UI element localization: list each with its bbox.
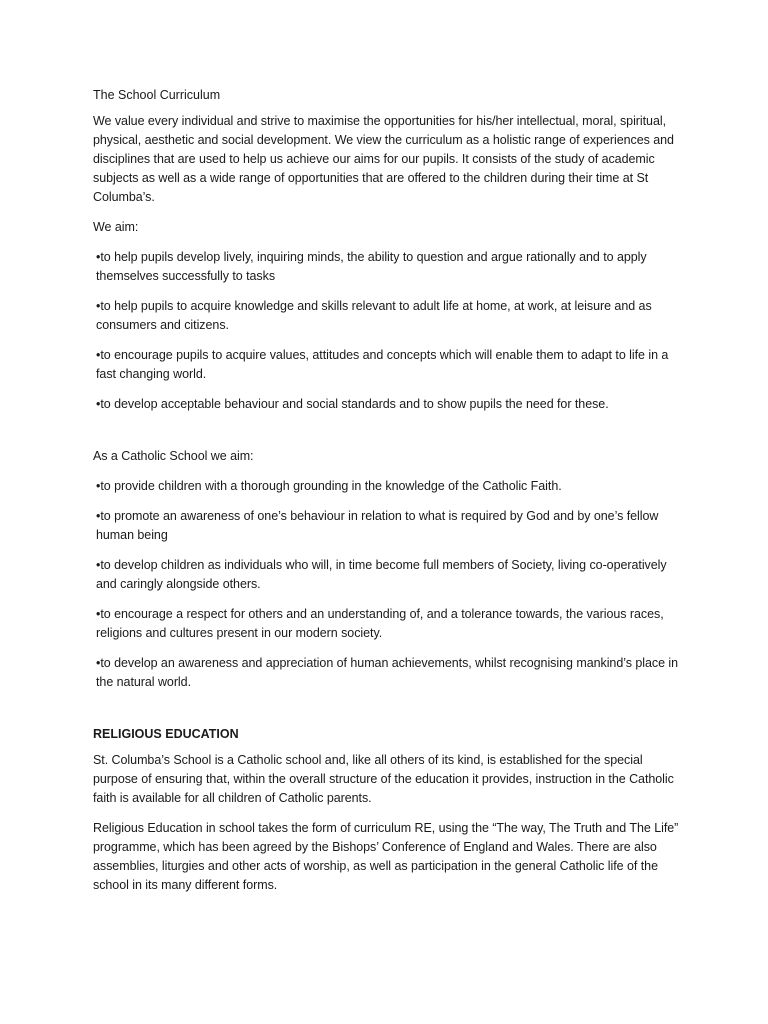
aim-item: •to develop acceptable behaviour and social standards and to show pupils the need for these.: [96, 397, 609, 411]
catholic-aim-item: •to provide children with a thorough grounding in the knowledge of the Catholic Faith.: [96, 479, 562, 493]
catholic-aim-item: •to promote an awareness of one’s behaviour in relation to what is required by God and by one’s fellow human being: [96, 509, 659, 542]
catholic-aim-item: •to develop children as individuals who will, in time become full members of Society, living co-operatively and caringly alongside others.: [96, 558, 667, 591]
aim-item: •to encourage pupils to acquire values, attitudes and concepts which will enable them to adapt to life in a fast changing world.: [96, 348, 669, 381]
re-paragraph: St. Columba’s School is a Catholic school and, like all others of its kind, is established for the special purpose of ensuring that, within the overall structure of the education it provides, instruction in the Catholic faith is available for all children of Catholic parents.: [93, 753, 674, 805]
section-spacer: [93, 425, 683, 447]
religious-education-heading: RELIGIOUS EDUCATION: [93, 727, 239, 741]
aim-item: •to help pupils develop lively, inquiring minds, the ability to question and argue rationally and to apply themselves successfully to tasks: [96, 250, 647, 283]
catholic-aim-item: •to develop an awareness and appreciation of human achievements, whilst recognising mankind’s place in the natural world.: [96, 656, 679, 689]
curriculum-intro: We value every individual and strive to maximise the opportunities for his/her intellectual, moral, spiritual, physical, aesthetic and social development. We view the curriculum as a holistic range of experiences and disciplines that are used to help us achieve our aims for our pupils. It consists of the study of academic subjects as well as a wide range of opportunities that are offered to the children during their time at St Columba’s.: [93, 114, 674, 204]
curriculum-heading: The School Curriculum: [93, 88, 221, 102]
catholic-aim-item: •to encourage a respect for others and an understanding of, and a tolerance towards, the various races, religions and cultures present in our modern society.: [96, 607, 664, 640]
re-paragraph: Religious Education in school takes the form of curriculum RE, using the “The way, The Truth and The Life” programme, which has been agreed by the Bishops’ Conference of England and Wales. There are also assemblies, liturgies and other acts of worship, as well as participation in the general Catholic life of the school in its many different forms.: [93, 821, 679, 892]
document-page: [93, 86, 683, 906]
we-aim-label: We aim:: [93, 220, 139, 234]
aim-item: •to help pupils to acquire knowledge and skills relevant to adult life at home, at work, at leisure and as consumers and citizens.: [96, 299, 652, 332]
catholic-aims-heading: As a Catholic School we aim:: [93, 449, 254, 463]
section-spacer: [93, 703, 683, 725]
